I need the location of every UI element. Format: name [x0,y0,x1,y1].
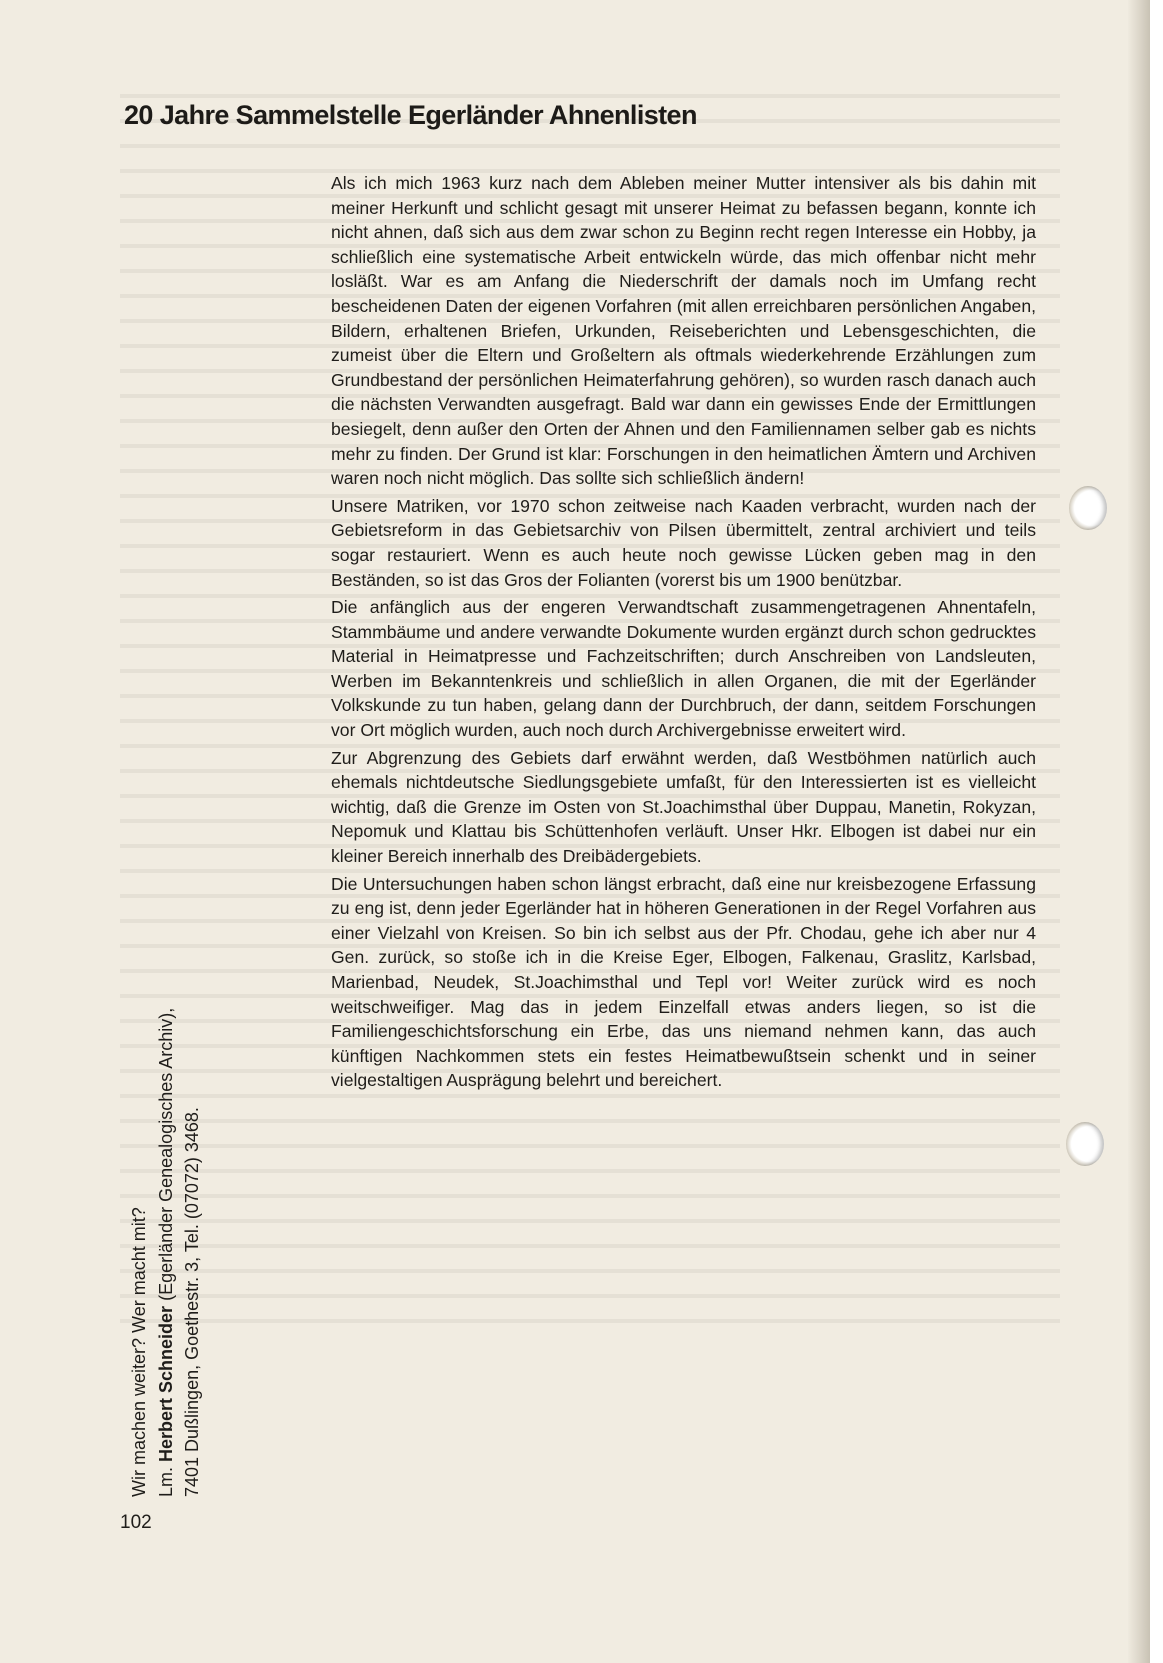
credit-line-2 [153,817,180,1497]
paragraph: Die anfänglich aus der engeren Verwandtschaft zusammengetragenen Ahnentafeln, Stammbäume und andere verwandte Dokumente wurden ergänzt durch schon gedrucktes Material in Heimatpresse und Fachzeitschriften; durch Anschreiben von Landsleuten, Werben im Bekanntenkreis und schließlich in allen Organen, die mit der Egerländer Volkskunde zu tun haben, gelang dann der Durchbruch, der dann, seitdem Forschungen vor Ort möglich wurden, auch noch durch Archivergebnisse erweitert wird. [331,597,1036,741]
author-name: Herbert Schneider [155,1305,176,1462]
article-title: 20 Jahre Sammelstelle Egerländer Ahnenlisten [124,100,697,130]
credit-line-3: 7401 Dußlingen, Goethestr. 3, Tel. (07072) 3468. [182,1107,202,1497]
paragraph: Unsere Matriken, vor 1970 schon zeitweise nach Kaaden verbracht, wurden nach der Gebietsreform in das Gebietsarchiv von Pilsen übermittelt, zentral archiviert und teils sogar restauriert. Wenn es auch heute noch gewisse Lücken geben mag in den Beständen, so ist das Gros der Folianten (vorerst bis um 1900 benützbar. [331,495,1036,590]
credit-line-1: Wir machen weiter? Wer macht mit? [129,1207,149,1497]
page-number: 102 [120,1512,152,1533]
paragraph: Zur Abgrenzung des Gebiets darf erwähnt werden, daß Westböhmen natürlich auch ehemals nichtdeutsche Siedlungsgebiete umfaßt, für den Interessierten ist es vielleicht wichtig, daß die Grenze im Osten von St.Joachimsthal über Duppau, Manetin, Rokyzan, Nepomuk und Klattau bis Schüttenhofen verläuft. Unser Hkr. Elbogen ist dabei nur ein kleiner Bereich innerhalb des Dreibädergebiets. [331,747,1036,867]
credit-affiliation: (Egerländer Genealogisches Archiv), [155,1007,176,1306]
punch-hole [1069,486,1107,530]
page-edge-shadow [1128,0,1150,1663]
article-body [331,171,1036,1096]
paragraph: Die Untersuchungen haben schon längst erbracht, daß eine nur kreisbezogene Erfassung zu eng ist, denn jeder Egerländer hat in höheren Generationen in der Regel Vorfahren aus einer Vielzahl von Kreisen. So bin ich selbst aus der Pfr. Chodau, gehe ich aber nur 4 Gen. zurück, so stoße ich in die Kreise Eger, Elbogen, Falkenau, Graslitz, Karlsbad, Marienbad, Neudek, St.Joachimsthal und Tepl vor! Weiter zurück wird es noch weitschweifiger. Mag das in jedem Einzelfall etwas anders liegen, so ist die Familiengeschichtsforschung ein Erbe, das uns niemand nehmen kann, das auch künftigen Nachkommen stets ein festes Heimatbewußtsein schenkt und in seiner vielgestaltigen Ausprägung belehrt und bereichert. [331,873,1036,1091]
credit-prefix: Lm. [155,1461,176,1497]
paragraph: Als ich mich 1963 kurz nach dem Ableben meiner Mutter intensiver als bis dahin mit meiner Herkunft und schlicht gesagt mit unserer Heimat zu befassen begann, konnte ich nicht ahnen, daß sich aus dem zwar schon zu Beginn recht regen Interesse ein Hobby, ja schließlich eine systematische Arbeit entwickeln würde, das mich offenbar nicht mehr losläßt. War es am Anfang die Niederschrift der damals noch im Umfang recht bescheidenen Daten der eigenen Vorfahren (mit allen erreichbaren persönlichen Angaben, Bildern, erhaltenen Briefen, Urkunden, Reiseberichten und Lebensgeschichten, die zumeist über die Eltern und Großeltern als oftmals wiederkehrende Erzählungen zum Grundbestand der persönlichen Heimaterfahrung gehören), so wurden rasch danach auch die nächsten Verwandten ausgefragt. Bald war dann ein gewisses Ende der Ermittlungen besiegelt, denn außer den Orten der Ahnen und den Familiennamen selber gab es nichts mehr zu finden. Der Grund ist klar: Forschungen in den heimatlichen Ämtern und Archiven waren noch nicht möglich. Das sollte sich schließlich ändern! [331,173,1036,489]
punch-hole [1066,1122,1104,1166]
author-credit-vertical [126,817,206,1497]
